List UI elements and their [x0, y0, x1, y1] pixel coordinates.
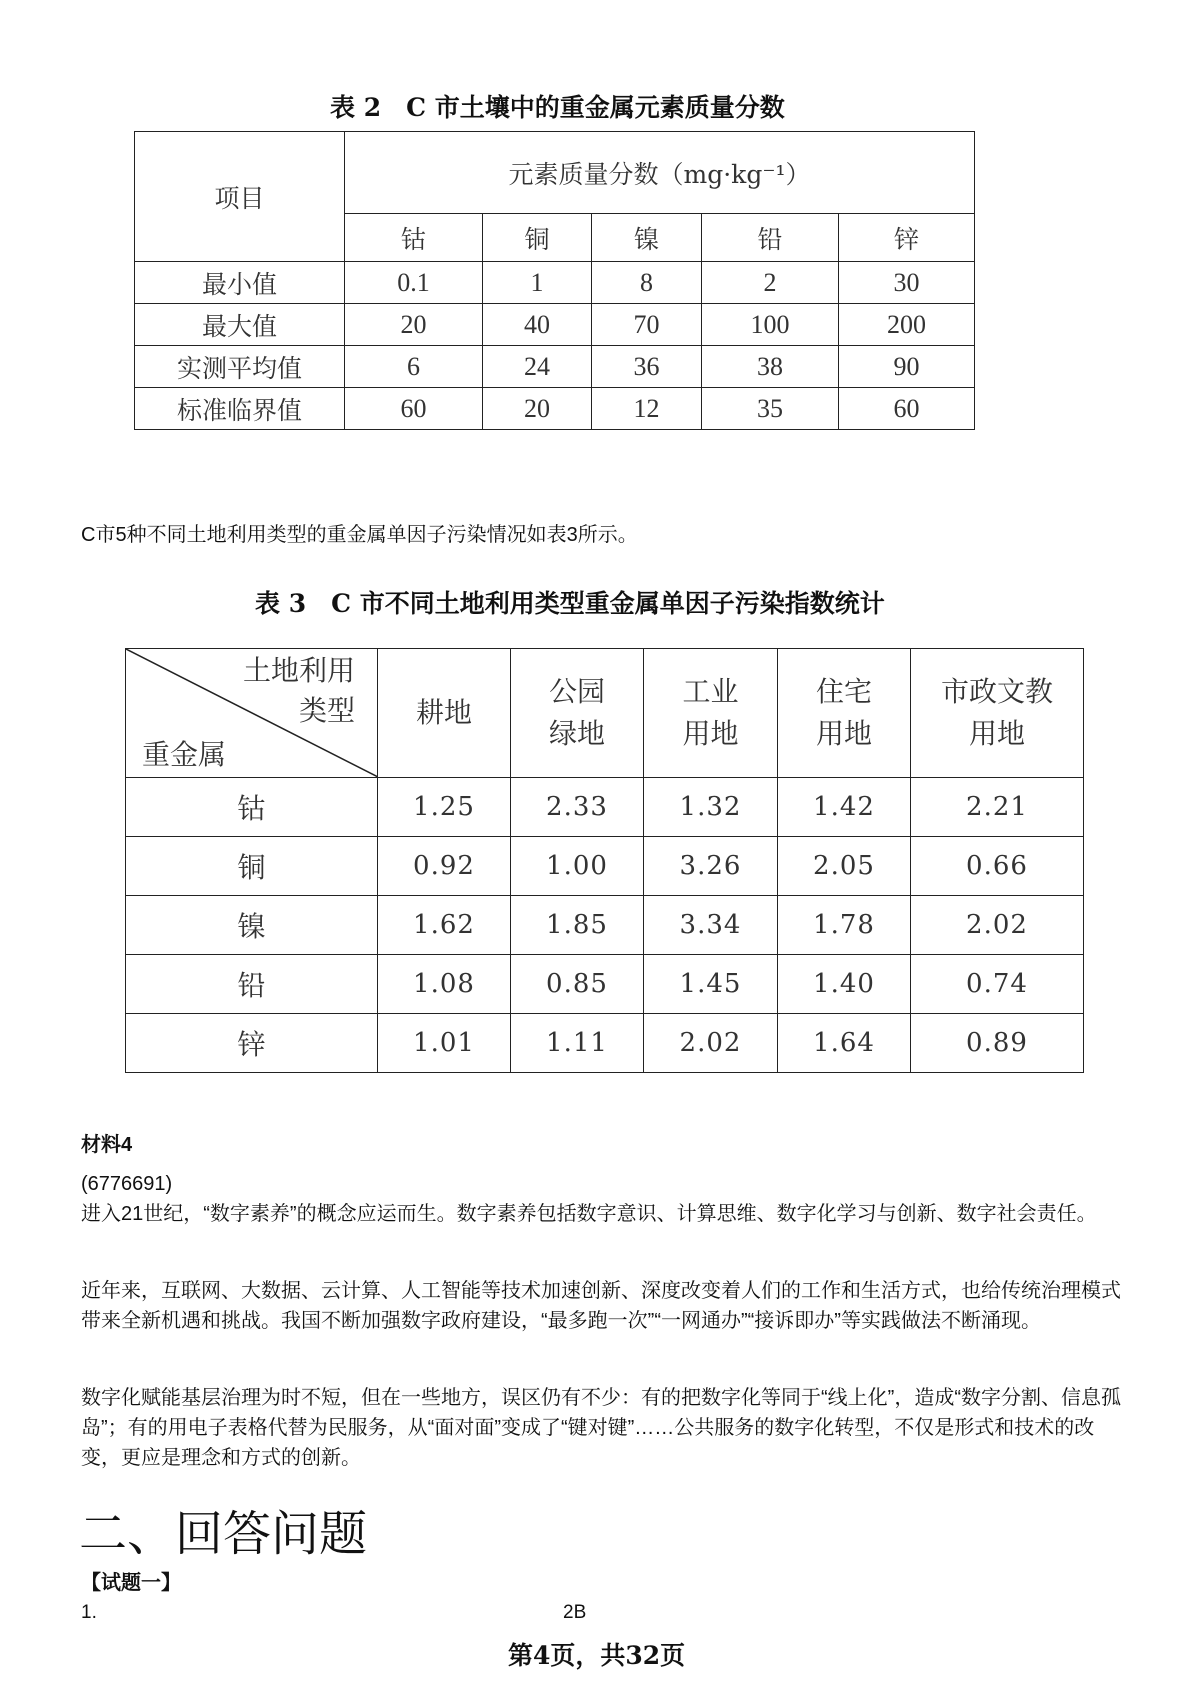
- material4-paragraph-2: 近年来，互联网、大数据、云计算、人工智能等技术加速创新、深度改变着人们的工作和生活方式，也给传统治理模式带来全新机遇和挑战。我国不断加强数字政府建设，“最多跑一次”“一网通办”“接诉即办”等实践做法不断涌现。: [81, 1280, 1121, 1332]
- table3-col-header: 公园 绿地: [511, 649, 644, 778]
- table-row: [126, 1014, 1084, 1073]
- question-label: 【试题一】: [81, 1572, 181, 1594]
- table-row: [135, 262, 975, 304]
- table3-cell: 3.26: [644, 837, 778, 896]
- table3-col-header: 住宅 用地: [778, 649, 911, 778]
- table2: [134, 131, 975, 430]
- corner-bottom: 重金属: [142, 738, 227, 771]
- table3-cell: 0.85: [511, 955, 644, 1014]
- table3: [125, 648, 1084, 1073]
- table2-row-label: 实测平均值: [135, 346, 345, 388]
- table-row: [126, 896, 1084, 955]
- table2-cell: 100: [702, 304, 839, 346]
- table3-corner-cell: [126, 649, 378, 778]
- table3-cell: 2.21: [911, 778, 1084, 837]
- table3-cell: 1.11: [511, 1014, 644, 1073]
- table-row: [126, 955, 1084, 1014]
- intro-text: C市5种不同土地利用类型的重金属单因子污染情况如表3所示。: [81, 524, 638, 546]
- table3-cell: 1.42: [778, 778, 911, 837]
- table3-cell: 1.85: [511, 896, 644, 955]
- page-footer: 第4页，共32页: [508, 1641, 686, 1670]
- table2-cell: 70: [592, 304, 702, 346]
- table2-cell: 0.1: [345, 262, 483, 304]
- table3-row-label: 铅: [126, 955, 378, 1014]
- table2-cell: 20: [483, 388, 592, 430]
- table3-cell: 2.02: [644, 1014, 778, 1073]
- corner-top-line1: 土地利用: [242, 654, 355, 687]
- table3-cell: 2.02: [911, 896, 1084, 955]
- item-answer: 2B: [563, 1602, 587, 1623]
- table2-cell: 1: [483, 262, 592, 304]
- table2-cell: 60: [839, 388, 975, 430]
- table3-cell: 1.64: [778, 1014, 911, 1073]
- table3-cell: 1.45: [644, 955, 778, 1014]
- corner-top-line2: 类型: [298, 694, 355, 727]
- table3-cell: 1.78: [778, 896, 911, 955]
- table3-cell: 1.00: [511, 837, 644, 896]
- table2-cell: 6: [345, 346, 483, 388]
- table3-cell: 0.74: [911, 955, 1084, 1014]
- table2-cell: 36: [592, 346, 702, 388]
- table3-col-header: 工业 用地: [644, 649, 778, 778]
- table3-cell: 0.89: [911, 1014, 1084, 1073]
- table3-cell: 2.33: [511, 778, 644, 837]
- table2-row-label: 最大值: [135, 304, 345, 346]
- material4-paragraph-1: 进入21世纪，“数字素养”的概念应运而生。数字素养包括数字意识、计算思维、数字化学习与创新、数字社会责任。: [81, 1203, 1097, 1225]
- table3-row-label: 铜: [126, 837, 378, 896]
- table-row: [126, 837, 1084, 896]
- table3-cell: 0.92: [378, 837, 511, 896]
- table-row: [135, 388, 975, 430]
- table2-element-header: 钴: [345, 214, 483, 262]
- table3-row-label: 锌: [126, 1014, 378, 1073]
- table3-col-header: 耕地: [378, 649, 511, 778]
- table3-cell: 1.40: [778, 955, 911, 1014]
- table2-element-header: 锌: [839, 214, 975, 262]
- item-number: 1.: [81, 1602, 97, 1623]
- table2-cell: 200: [839, 304, 975, 346]
- material4-id-code: (6776691): [81, 1173, 173, 1195]
- table3-cell: 1.25: [378, 778, 511, 837]
- table2-cell: 38: [702, 346, 839, 388]
- table3-col-header: 市政文教 用地: [911, 649, 1084, 778]
- table2-row-label: 最小值: [135, 262, 345, 304]
- table-row: [126, 778, 1084, 837]
- table2-cell: 40: [483, 304, 592, 346]
- table2-cell: 2: [702, 262, 839, 304]
- table3-cell: 1.62: [378, 896, 511, 955]
- table2-cell: 12: [592, 388, 702, 430]
- table2-cell: 24: [483, 346, 592, 388]
- table2-col-group-header: 元素质量分数（mg·kg⁻¹）: [345, 132, 975, 214]
- table2-title: 表 2 C 市土壤中的重金属元素质量分数: [330, 93, 785, 122]
- section2-heading: 二、回答问题: [79, 1506, 368, 1562]
- table-row: [135, 304, 975, 346]
- table2-element-header: 镍: [592, 214, 702, 262]
- table2-cell: 8: [592, 262, 702, 304]
- table3-cell: 1.32: [644, 778, 778, 837]
- table3-row-label: 钴: [126, 778, 378, 837]
- table2-cell: 90: [839, 346, 975, 388]
- table2-cell: 60: [345, 388, 483, 430]
- table3-cell: 0.66: [911, 837, 1084, 896]
- table2-element-header: 铜: [483, 214, 592, 262]
- material4-heading: 材料4: [81, 1134, 133, 1156]
- table2-row-label: 标准临界值: [135, 388, 345, 430]
- material4-paragraph-3: 数字化赋能基层治理为时不短，但在一些地方，误区仍有不少：有的把数字化等同于“线上化”，造成“数字分割、信息孤岛”；有的用电子表格代替为民服务，从“面对面”变成了“键对键”……公共服务的数字化转型，不仅是形式和技术的改变，更应是理念和方式的创新。: [81, 1387, 1121, 1469]
- table2-cell: 35: [702, 388, 839, 430]
- table3-cell: 2.05: [778, 837, 911, 896]
- table3-title: 表 3 C 市不同土地利用类型重金属单因子污染指数统计: [255, 589, 885, 618]
- table-row: [135, 346, 975, 388]
- table2-cell: 20: [345, 304, 483, 346]
- table3-cell: 1.08: [378, 955, 511, 1014]
- table3-row-label: 镍: [126, 896, 378, 955]
- table3-cell: 3.34: [644, 896, 778, 955]
- table3-cell: 1.01: [378, 1014, 511, 1073]
- table2-cell: 30: [839, 262, 975, 304]
- table2-element-header: 铅: [702, 214, 839, 262]
- table2-row-header: 项目: [135, 132, 345, 262]
